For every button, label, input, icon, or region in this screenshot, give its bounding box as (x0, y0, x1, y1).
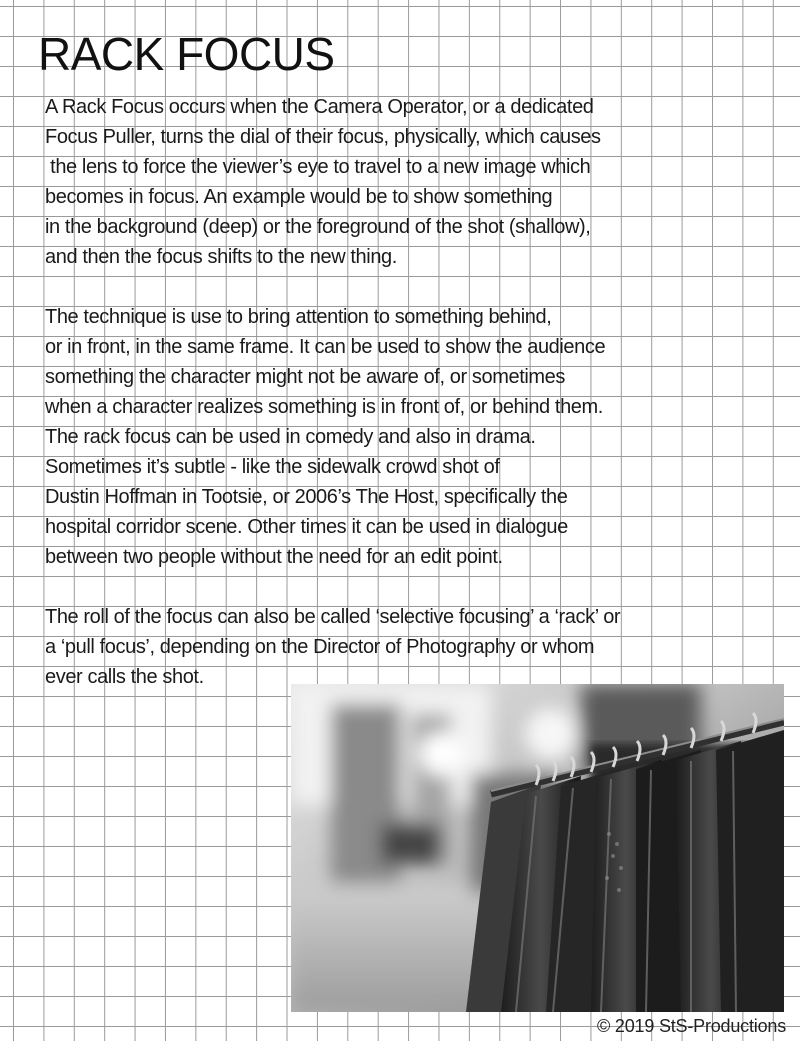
text-line: hospital corridor scene. Other times it can be used in dialogue (45, 516, 568, 538)
text-line: The rack focus can be used in comedy and also in drama. (45, 426, 536, 448)
text-line: Dustin Hoffman in Tootsie, or 2006’s The Host, specifically the (45, 486, 568, 508)
copyright-footer: © 2019 StS-Productions (597, 1016, 786, 1036)
text-line: between two people without the need for an edit point. (45, 546, 503, 568)
paragraph-2 (45, 302, 785, 572)
paragraph-1 (45, 92, 785, 272)
text-line: a ‘pull focus’, depending on the Director of Photography or whom (45, 636, 595, 658)
text-line: The roll of the focus can also be called ‘selective focusing’ a ‘rack’ or (45, 606, 621, 628)
text-line: becomes in focus. An example would be to show something (45, 186, 553, 208)
text-line: Focus Puller, turns the dial of their focus, physically, which causes (45, 126, 601, 148)
text-line: ever calls the shot. (45, 666, 204, 688)
text-line: or in front, in the same frame. It can be used to show the audience (45, 336, 606, 358)
paragraph-3 (45, 602, 785, 692)
text-line: something the character might not be aware of, or sometimes (45, 366, 565, 388)
text-line: the lens to force the viewer’s eye to travel to a new image which (45, 156, 591, 178)
text-line: in the background (deep) or the foreground of the shot (shallow), (45, 216, 591, 238)
text-line: when a character realizes something is in front of, or behind them. (45, 396, 603, 418)
text-line: The technique is use to bring attention to something behind, (45, 306, 552, 328)
clothing-rack-photo (291, 684, 784, 1012)
page-title: RACK FOCUS (38, 28, 335, 80)
text-line: and then the focus shifts to the new thing. (45, 246, 397, 268)
text-line: A Rack Focus occurs when the Camera Operator, or a dedicated (45, 96, 594, 118)
body-text (45, 92, 785, 692)
text-line: Sometimes it’s subtle - like the sidewalk crowd shot of (45, 456, 500, 478)
